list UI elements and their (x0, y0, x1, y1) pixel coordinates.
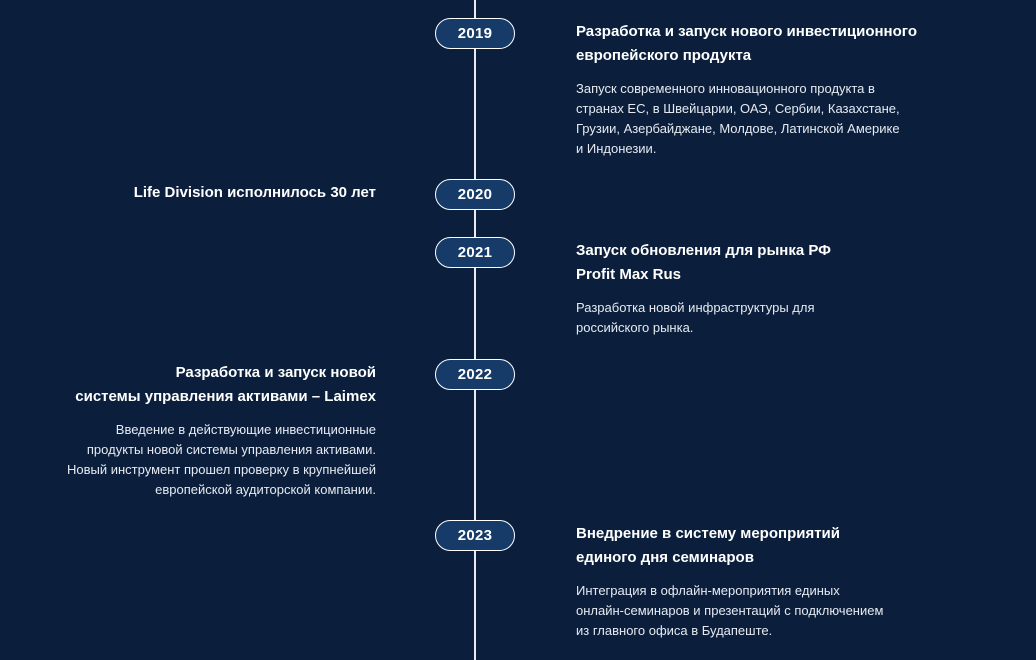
entry-title-line: Внедрение в систему мероприятий (576, 525, 840, 542)
entry-title (576, 239, 966, 287)
entry-desc-line: российского рынка. (576, 320, 694, 335)
entry-desc-line: Разработка новой инфраструктуры для (576, 300, 815, 315)
timeline-entry-2023 (576, 522, 966, 641)
entry-description (576, 581, 966, 641)
entry-title-line: Запуск обновления для рынка РФ (576, 242, 831, 259)
entry-title-line: Разработка и запуск нового инвестиционного (576, 23, 917, 40)
entry-title (576, 20, 966, 68)
entry-desc-line: Новый инструмент прошел проверку в крупнейшей (67, 462, 376, 477)
year-badge-2021: 2021 (435, 237, 515, 268)
entry-desc-line: странах ЕС, в Швейцарии, ОАЭ, Сербии, Казахстане, (576, 101, 900, 116)
year-badge-2020: 2020 (435, 179, 515, 210)
year-badge-2023: 2023 (435, 520, 515, 551)
timeline-entry-2021 (576, 239, 966, 338)
timeline-axis (474, 0, 476, 660)
entry-title (0, 181, 376, 205)
entry-desc-line: Запуск современного инновационного продукта в (576, 81, 875, 96)
year-badge-2019: 2019 (435, 18, 515, 49)
entry-title-line: Profit Max Rus (576, 266, 682, 283)
entry-description (576, 79, 966, 159)
entry-title-line: Разработка и запуск новой (175, 364, 376, 381)
entry-desc-line: и Индонезии. (576, 141, 657, 156)
entry-desc-line: Грузии, Азербайджане, Молдове, Латинской Америке (576, 121, 900, 136)
entry-desc-line: онлайн-семинаров и презентаций с подключением (576, 603, 884, 618)
timeline-entry-2020 (0, 181, 376, 205)
entry-title-line: Life Division исполнилось 30 лет (133, 184, 376, 201)
entry-desc-line: продукты новой системы управления активами. (86, 442, 376, 457)
entry-desc-line: Интеграция в офлайн-мероприятия единых (576, 583, 840, 598)
entry-desc-line: европейской аудиторской компании. (155, 482, 376, 497)
entry-title-line: европейского продукта (576, 47, 752, 64)
entry-desc-line: Введение в действующие инвестиционные (115, 422, 376, 437)
timeline-entry-2022 (0, 361, 376, 500)
timeline-entry-2019 (576, 20, 966, 159)
entry-desc-line: из главного офиса в Будапеште. (576, 623, 773, 638)
entry-title (576, 522, 966, 570)
entry-title-line: единого дня семинаров (576, 549, 754, 566)
year-badge-2022: 2022 (435, 359, 515, 390)
entry-description (576, 298, 966, 338)
entry-title-line: системы управления активами – Laimex (75, 388, 376, 405)
entry-description (0, 420, 376, 500)
entry-title (0, 361, 376, 409)
